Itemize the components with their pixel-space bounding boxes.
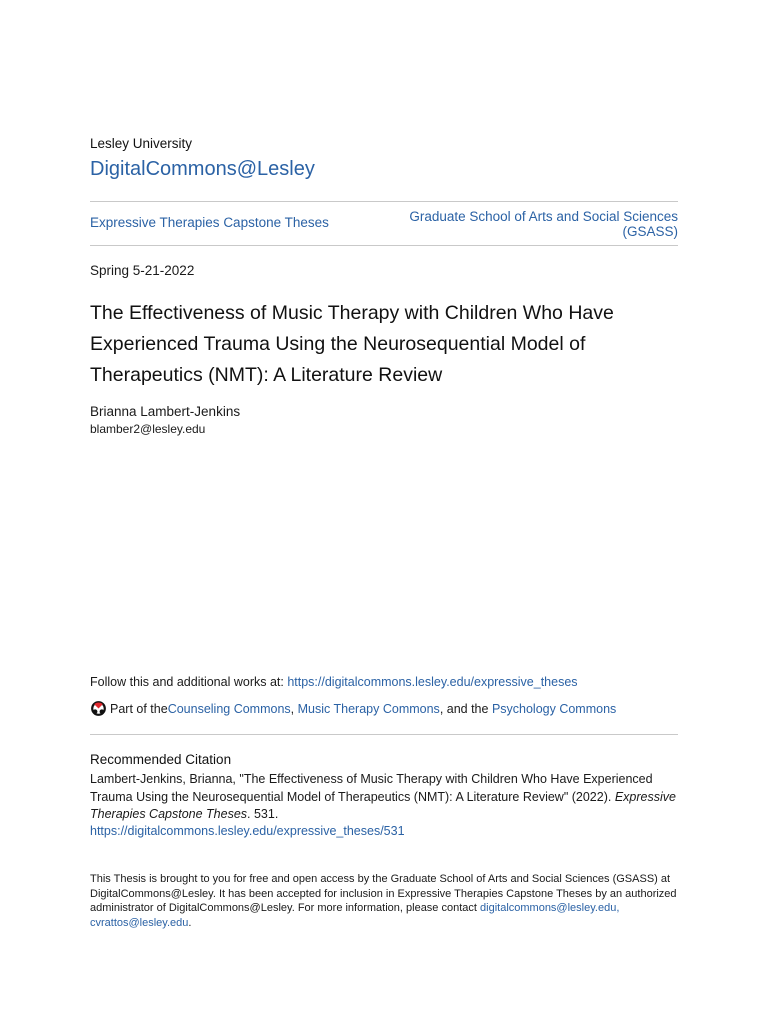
document-title: The Effectiveness of Music Therapy with Children Who Have Experienced Trauma Using the Neurosequential Model of Therapeutics (NMT): A Literature Review [90, 302, 614, 386]
part-of-prefix: Part of the [110, 701, 168, 716]
divider-nav [90, 245, 678, 246]
collection-url-link[interactable]: https://digitalcommons.lesley.edu/expressive_theses [287, 675, 578, 689]
school-link-line1: Graduate School of Arts and Social Sciences [409, 209, 678, 224]
part-of-sep2: , and the [439, 701, 492, 716]
notice-end: . [188, 916, 192, 929]
divider-top [90, 201, 678, 202]
citation-heading: Recommended Citation [90, 752, 232, 767]
music-therapy-commons-link[interactable]: Music Therapy Commons [297, 701, 440, 716]
follow-prefix: Follow this and additional works at: [90, 675, 288, 689]
notice-text: This Thesis is brought to you for free and open access by the Graduate School of Arts and Social Sciences (GSASS) at DigitalCommons@Lesley. It has been accepted for inclusion in Expressive Therapies Capstone Theses by an authorized administrator of DigitalCommons@Lesley. For more information, please contact [90, 873, 677, 914]
citation-body: Lambert-Jenkins, Brianna, "The Effectiveness of Music Therapy with Children Who Have Experienced Trauma Using the Neurosequential Model of Therapeutics (NMT): A Literature Review" (2022). [90, 772, 653, 804]
publication-date: Spring 5-21-2022 [90, 263, 195, 278]
citation-series: Expressive Therapies Capstone Theses [90, 789, 676, 821]
collection-link[interactable]: Expressive Therapies Capstone Theses [90, 215, 329, 230]
author-name: Brianna Lambert-Jenkins [90, 404, 241, 419]
access-notice [90, 872, 680, 930]
part-of-sep1: , [290, 701, 298, 716]
network-commons-icon [90, 700, 107, 717]
author-email: blamber2@lesley.edu [90, 422, 206, 436]
follow-line [90, 675, 578, 689]
school-link-line2: (GSASS) [622, 224, 678, 239]
part-of-line [90, 700, 616, 717]
citation-number: . 531. [247, 807, 279, 821]
citation-url-link[interactable]: https://digitalcommons.lesley.edu/expressive_theses/531 [90, 824, 405, 838]
citation-text [90, 771, 680, 824]
repository-link[interactable]: DigitalCommons@Lesley [90, 158, 315, 180]
psychology-commons-link[interactable]: Psychology Commons [491, 701, 617, 716]
contact-emails-link[interactable]: digitalcommons@lesley.edu, cvrattos@lesley.edu [90, 902, 620, 929]
counseling-commons-link[interactable]: Counseling Commons [167, 701, 291, 716]
university-name: Lesley University [90, 136, 193, 151]
divider-citation [90, 734, 678, 735]
school-link[interactable] [378, 209, 678, 239]
